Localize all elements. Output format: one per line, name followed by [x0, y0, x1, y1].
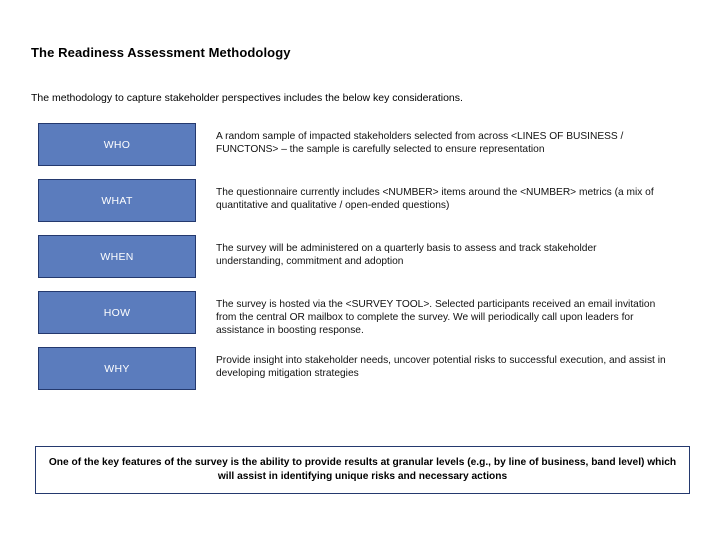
key-feature-callout — [35, 446, 690, 494]
row-how — [38, 291, 678, 337]
label-what: WHAT — [101, 194, 133, 207]
label-why: WHY — [104, 362, 130, 375]
label-box-how — [38, 291, 196, 334]
label-box-what — [38, 179, 196, 222]
row-why — [38, 347, 678, 393]
key-feature-text: One of the key features of the survey is the ability to provide results at granular levels (e.g., by line of business, band level) which will assist in identifying unique risks and necessary actions — [48, 457, 677, 482]
desc-what: The questionnaire currently includes <NUMBER> items around the <NUMBER> metrics (a mix of quantitative and qualitative / open-ended questions) — [216, 187, 654, 211]
label-box-when — [38, 235, 196, 278]
desc-when: The survey will be administered on a quarterly basis to assess and track stakeholder understanding, commitment and adoption — [216, 243, 597, 267]
desc-how: The survey is hosted via the <SURVEY TOOL>. Selected participants received an email invitation from the central OR mailbox to complete the survey. We will periodically call upon leaders for assistance in boosting response. — [216, 299, 656, 336]
row-who — [38, 123, 678, 169]
label-how: HOW — [103, 306, 131, 319]
desc-why: Provide insight into stakeholder needs, uncover potential risks to successful execution, and assist in developing mitigation strategies — [216, 355, 666, 379]
page-title: The Readiness Assessment Methodology — [31, 45, 291, 60]
label-who: WHO — [103, 138, 131, 151]
intro-text: The methodology to capture stakeholder perspectives includes the below key considerations. — [31, 92, 463, 104]
row-when — [38, 235, 678, 281]
label-when: WHEN — [100, 250, 134, 263]
label-box-why — [38, 347, 196, 390]
desc-who: A random sample of impacted stakeholders selected from across <LINES OF BUSINESS / FUNCTONS> – the sample is carefully selected to ensure representation — [216, 131, 624, 155]
label-box-who — [38, 123, 196, 166]
row-what — [38, 179, 678, 225]
